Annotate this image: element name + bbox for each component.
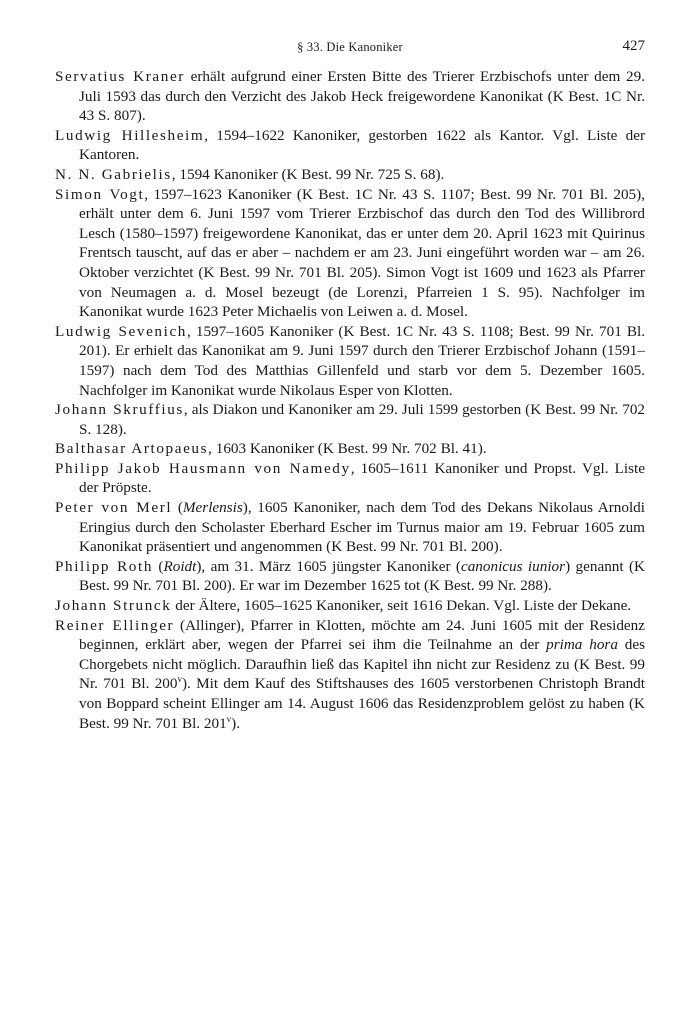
running-head-title: § 33. Die Kanoniker (297, 40, 403, 54)
canon-name: Reiner Ellinger (55, 616, 175, 634)
canon-name: Simon Vogt (55, 185, 145, 203)
canon-entry (55, 322, 645, 400)
canon-entry (55, 439, 645, 459)
entry-text: , 1605–1611 Kanoniker und Propst. Vgl. Liste der Pröpste. (79, 459, 645, 497)
entry-text: des Chorgebets nicht möglich. Daraufhin ließ das Kapitel ihn nicht zur Residenz zu (K Best. 99 Nr. 701 Bl. 200 (79, 636, 645, 693)
entry-text: ( (153, 557, 164, 575)
canon-entry-list (55, 67, 645, 733)
entry-text: ), am 31. März 1605 jüngster Kanoniker ( (196, 557, 461, 575)
entry-text: ) genannt (K Best. 99 Nr. 701 Bl. 200). Er war im Dezember 1625 tot (K Best. 99 Nr. 288). (79, 557, 646, 595)
canon-name: Peter von Merl (55, 499, 173, 517)
verso-marker: v (177, 674, 182, 685)
canon-entry (55, 165, 645, 185)
entry-text: ( (172, 499, 183, 517)
canon-name: Servatius Kraner (55, 68, 185, 85)
canon-name: Ludwig Hillesheim (55, 126, 205, 144)
canon-entry (55, 400, 645, 439)
italic-term: Roidt (163, 557, 197, 575)
canon-entry (55, 616, 645, 734)
entry-text: ). (231, 714, 241, 732)
entry-text: ). Mit dem Kauf des Stiftshauses des 1605 verstorbenen Christoph Brandt von Boppard scheint Ellinger am 14. August 1606 das Residenzproblem gelöst zu haben (K Best. 99 Nr. 701 Bl. 201 (79, 675, 645, 732)
entry-text: , als Diakon und Kanoniker am 29. Juli 1599 gestorben (K Best. 99 Nr. 702 S. 128). (79, 401, 646, 438)
entry-text: der Ältere, 1605–1625 Kanoniker, seit 1616 Dekan. Vgl. Liste der Dekane. (171, 597, 632, 615)
canon-entry (55, 67, 645, 126)
italic-term: canonicus iunior (460, 557, 566, 575)
entry-text: , 1597–1605 Kanoniker (K Best. 1C Nr. 43 S. 1108; Best. 99 Nr. 701 Bl. 201). Er erhielt das Kanonikat am 9. Juni 1597 durch den Trierer Erzbischof Johann (1591–1597) nach dem Tod des Matthias Gillenfeld und starb vor dem 5. Dezember 1605. Nachfolger im Kanonikat wurde Nikolaus Esper von Klotten. (79, 322, 645, 399)
entry-text: erhält aufgrund einer Ersten Bitte des Trierer Erzbischofs unter dem 29. Juli 1593 das durch den Verzicht des Jakob Heck freigewordene Kanonikat (K Best. 1C Nr. 43 S. 807). (79, 68, 645, 125)
canon-name: Johann Skruffius (55, 401, 184, 419)
canon-entry (55, 459, 645, 498)
canon-name: Johann Strunck (55, 597, 172, 615)
page-header (55, 38, 645, 58)
canon-entry (55, 126, 645, 165)
canon-entry (55, 557, 645, 596)
canon-entry (55, 185, 645, 322)
entry-text: , 1597–1623 Kanoniker (K Best. 1C Nr. 43 S. 1107; Best. 99 Nr. 701 Bl. 205), erhält unter dem 6. Juni 1597 vom Trierer Erzbischof das durch den Tod des Willibrord Lesch (1580–1597) freigewordene Kanonikat, das er unter dem 20. April 1623 mit Quirinus Frentsch tauscht, auf das er aber – nachdem er am 23. Juni eingeführt worden war – am 26. Oktober verzichtet (K Best. 99 Nr. 701 Bl. 205). Simon Vogt ist 1609 und 1623 als Pfarrer von Neumagen a. d. Mosel bezeugt (de Lorenzi, Pfarreien 1 S. 95). Nachfolger im Kanonikat wurde 1623 Peter Michaelis von Leiwen a. d. Mosel. (79, 185, 645, 321)
verso-marker: v (226, 713, 232, 724)
canon-name: Philipp Roth (55, 557, 154, 575)
canon-entry (55, 498, 645, 557)
entry-text: , 1594–1622 Kanoniker, gestorben 1622 als Kantor. Vgl. Liste der Kantoren. (79, 126, 645, 164)
canon-name: N. N. Gabrielis (55, 165, 172, 183)
entry-text: , 1594 Kanoniker (K Best. 99 Nr. 725 S. 68). (171, 165, 445, 183)
page-number: 427 (622, 38, 645, 54)
italic-term: Merlensis (182, 499, 243, 517)
entry-text: , 1603 Kanoniker (K Best. 99 Nr. 702 Bl. 41). (208, 440, 487, 458)
canon-name: Balthasar Artopaeus (55, 440, 209, 458)
canon-entry (55, 596, 645, 616)
entry-text: ), 1605 Kanoniker, nach dem Tod des Dekans Nikolaus Arnoldi Eringius durch den Scholaster Eberhard Escher im Turnus maior am 19. Februar 1605 zum Kanonikat präsentiert und angenommen (K Best. 99 Nr. 701 Bl. 200). (79, 499, 645, 556)
entry-text: (Allinger), Pfarrer in Klotten, möchte am 24. Juni 1605 mit der Residenz beginnen, erklärt aber, wegen der Pfarrei sei ihm die Teilnahme an der (79, 616, 645, 654)
canon-name: Philipp Jakob Hausmann von Namedy (55, 459, 351, 477)
italic-term: prima hora (546, 636, 618, 654)
canon-name: Ludwig Sevenich (55, 322, 187, 340)
